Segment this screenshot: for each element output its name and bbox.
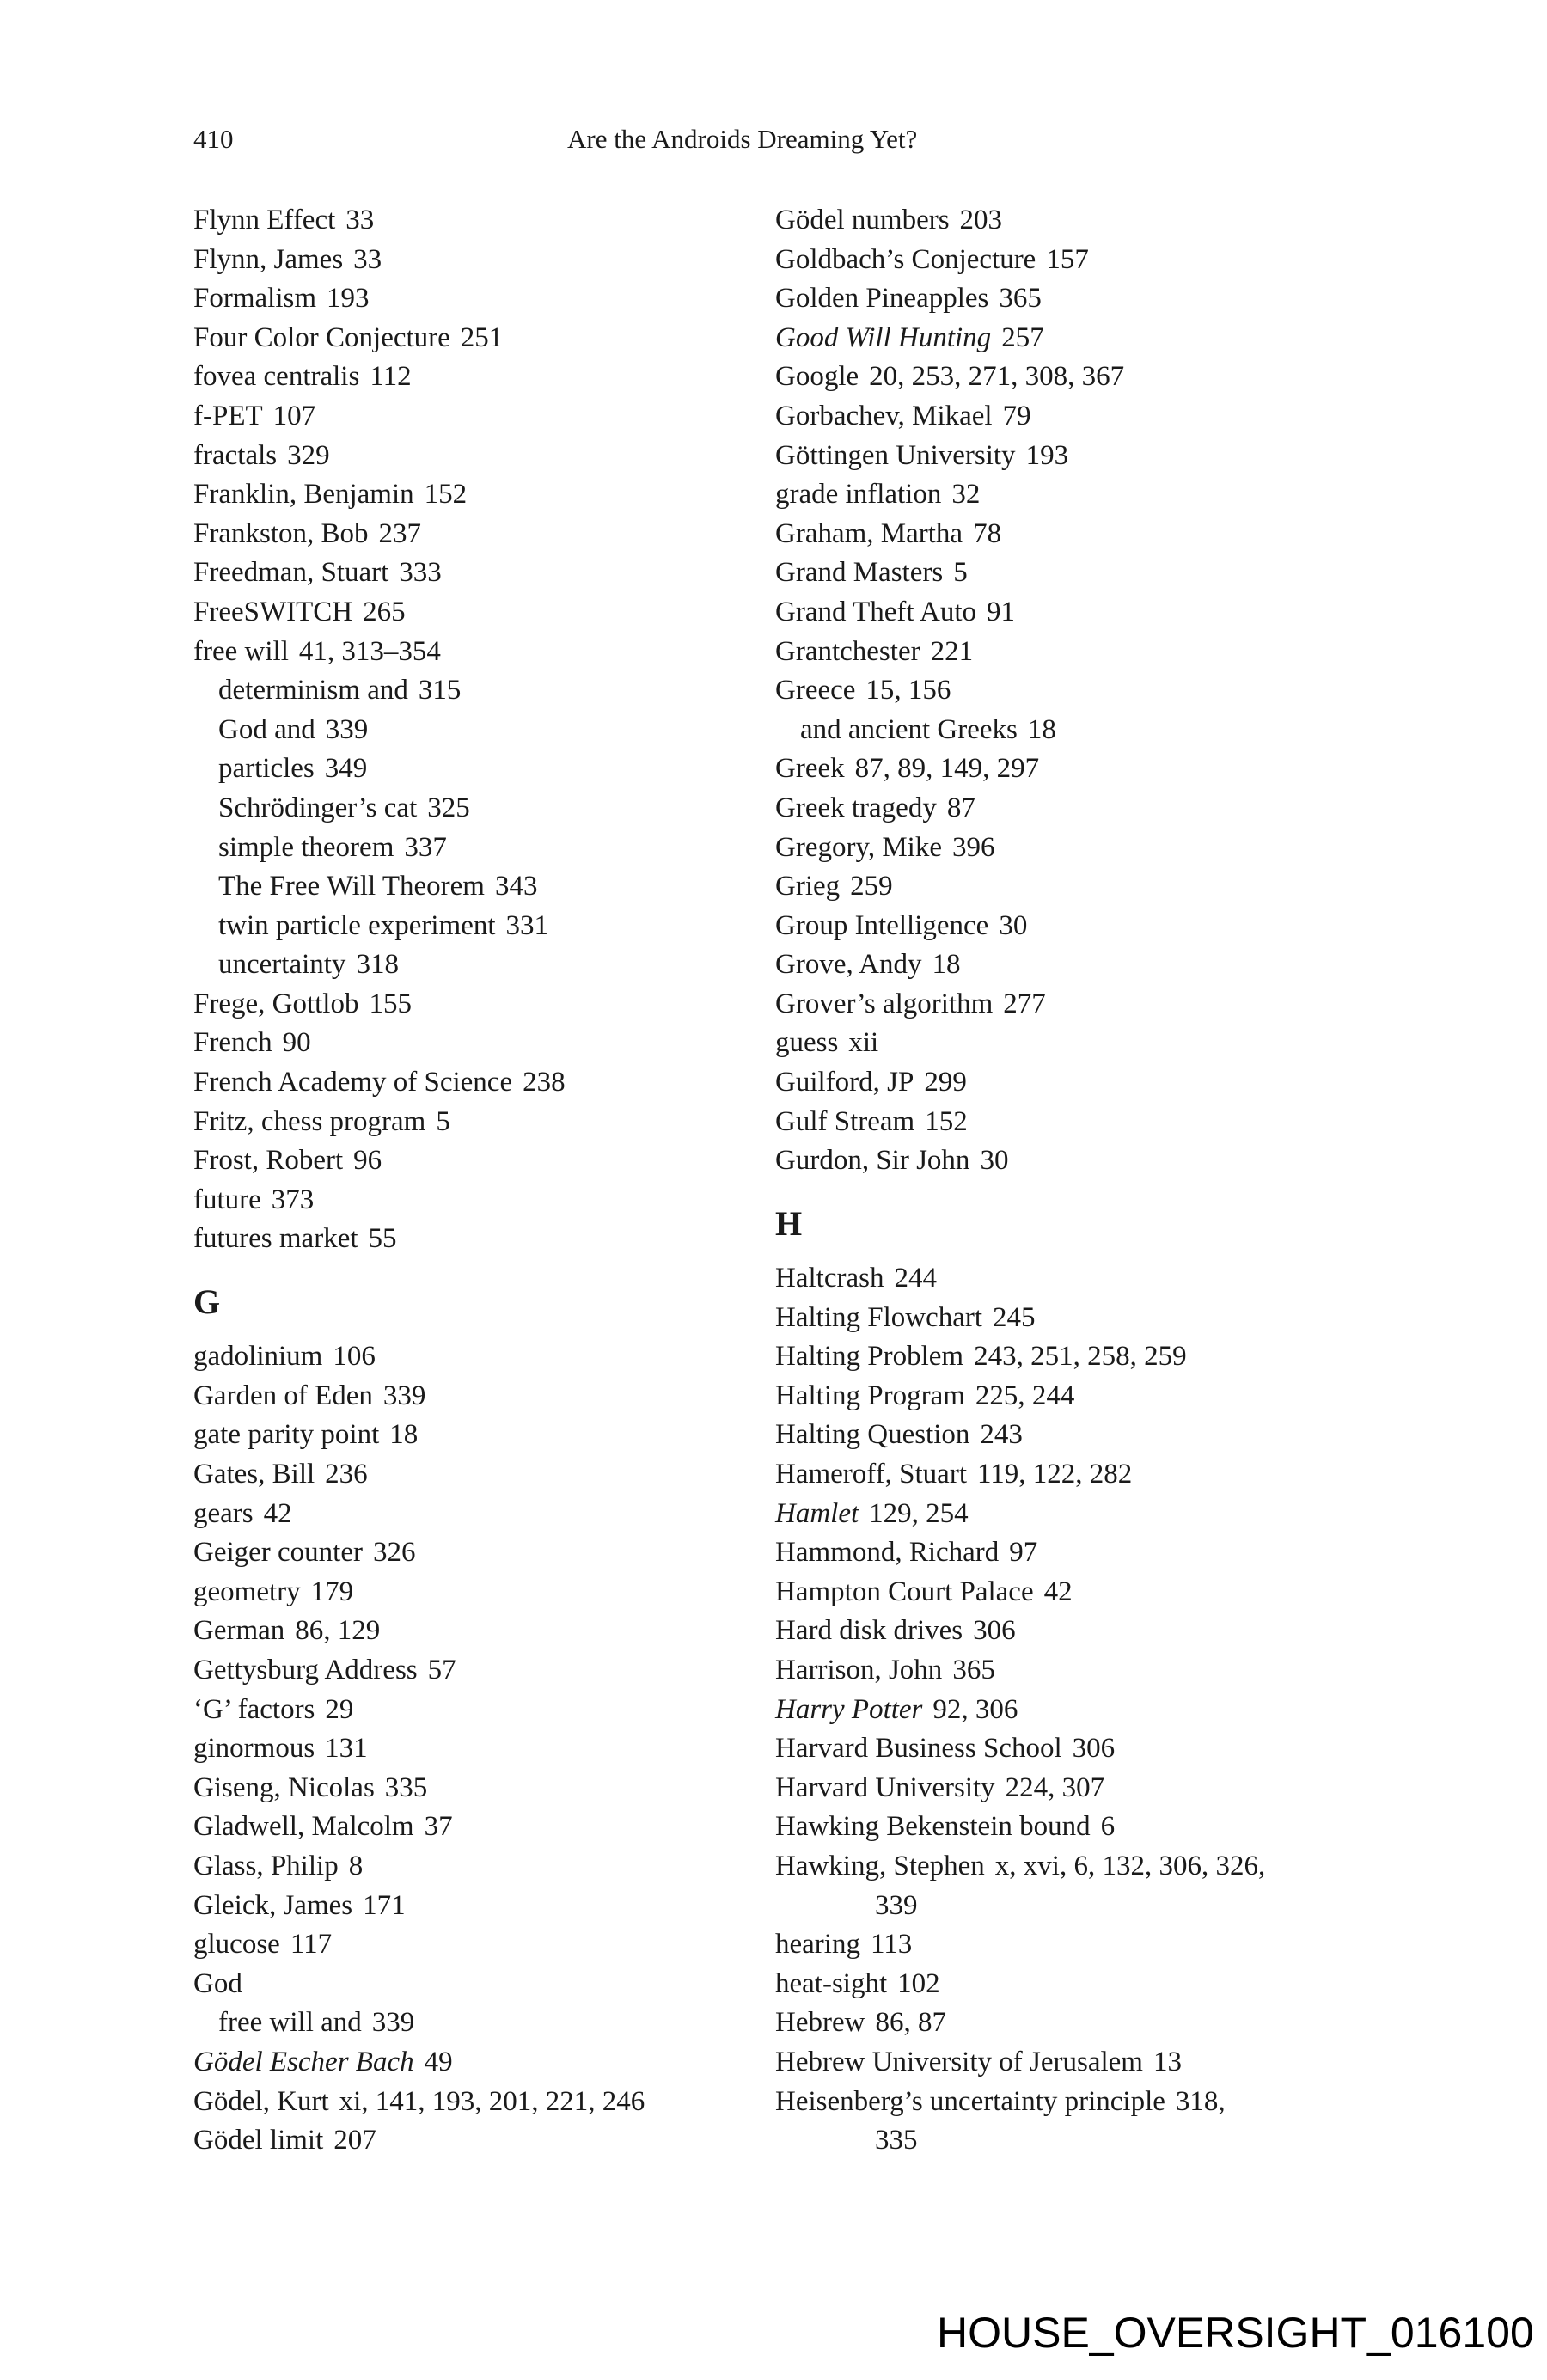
entry-pages: 343 [494, 871, 538, 902]
index-entry [775, 907, 1480, 946]
entry-term: Gladwell, Malcolm [193, 1811, 414, 1843]
entry-pages: 33 [345, 205, 375, 236]
index-entry [775, 2083, 1480, 2122]
index-entry [775, 1769, 1480, 1808]
entry-pages: 37 [424, 1811, 453, 1843]
entry-pages: 112 [370, 361, 412, 393]
entry-term: FreeSWITCH [193, 596, 353, 627]
entry-term: Gödel, Kurt [193, 2085, 329, 2117]
entry-pages: 318 [356, 949, 399, 981]
entry-term: Grover’s algorithm [775, 988, 994, 1019]
entry-term: Grand Theft Auto [775, 596, 977, 627]
entry-pages: 131 [325, 1733, 368, 1765]
index-entry [775, 437, 1480, 476]
entry-term: Freedman, Stuart [193, 557, 389, 589]
index-entry [775, 1651, 1480, 1691]
entry-pages: 325 [427, 792, 470, 823]
entry-pages: 225, 244 [975, 1380, 1075, 1411]
entry-pages: 86, 87 [875, 2007, 946, 2039]
entry-pages: 78 [973, 517, 1002, 549]
entry-term: Garden of Eden [193, 1380, 373, 1411]
entry-pages: 102 [897, 1967, 940, 1999]
entry-pages: 119, 122, 282 [977, 1459, 1133, 1490]
entry-term: gate parity point [193, 1419, 380, 1451]
entry-term: particles [218, 753, 315, 785]
entry-pages: 349 [324, 753, 368, 785]
entry-pages: 152 [925, 1105, 968, 1137]
entry-term: Gödel limit [193, 2125, 324, 2157]
index-entry [775, 515, 1480, 554]
entry-pages: 315 [418, 675, 462, 707]
index-entry [775, 985, 1480, 1025]
entry-pages: 15, 156 [865, 675, 951, 707]
entry-term: Gettysburg Address [193, 1654, 418, 1686]
entry-pages: 333 [399, 557, 442, 589]
entry-term: Hamlet [775, 1497, 859, 1529]
index-entry [775, 1729, 1480, 1769]
entry-term: Schrödinger’s cat [218, 792, 418, 823]
entry-pages: 243, 251, 258, 259 [974, 1341, 1187, 1373]
index-entry [775, 279, 1480, 319]
entry-pages: 326 [373, 1537, 416, 1569]
entry-term: Hammond, Richard [775, 1537, 1000, 1569]
index-entry [775, 1103, 1480, 1142]
section-letter: G [193, 1282, 221, 1322]
entry-term: Hampton Court Palace [775, 1575, 1034, 1607]
entry-pages: 97 [1009, 1537, 1038, 1569]
entry-pages: x, xvi, 6, 132, 306, 326, [994, 1850, 1266, 1881]
entry-term: Frost, Robert [193, 1145, 344, 1177]
entry-term: Harrison, John [775, 1654, 943, 1686]
entry-pages: 18 [1027, 713, 1056, 745]
index-subentry [775, 711, 1480, 750]
entry-term: Hard disk drives [775, 1615, 963, 1647]
index-entry [775, 829, 1480, 868]
entry-term: guess [775, 1027, 839, 1059]
index-entry [775, 593, 1480, 633]
index-column-right [775, 201, 1480, 2161]
entry-term: simple theorem [218, 831, 394, 863]
entry-term: Göttingen University [775, 439, 1016, 471]
entry-term: ‘G’ factors [193, 1693, 315, 1725]
index-entry [775, 1377, 1480, 1416]
index-entry [775, 867, 1480, 907]
entry-term: Gurdon, Sir John [775, 1145, 970, 1177]
entry-pages: 365 [999, 283, 1042, 315]
entry-term: Flynn, James [193, 243, 344, 275]
index-entry [775, 1847, 1480, 1887]
entry-term: Harry Potter [775, 1693, 923, 1725]
entry-term: Hawking Bekenstein bound [775, 1811, 1091, 1843]
section-letter: H [775, 1203, 803, 1243]
index-entry-continuation: 335 [875, 2125, 918, 2157]
index-entry [775, 1259, 1480, 1299]
entry-pages: 244 [894, 1263, 937, 1294]
entry-pages: 5 [953, 557, 968, 589]
entry-term: Haltcrash [775, 1263, 884, 1294]
entry-term: and ancient Greeks [800, 713, 1018, 745]
page-number: 410 [193, 124, 234, 154]
entry-term: Flynn Effect [193, 205, 336, 236]
entry-pages: 5 [436, 1105, 450, 1137]
entry-pages: 49 [424, 2046, 453, 2077]
entry-pages: 55 [368, 1223, 397, 1255]
entry-term: gadolinium [193, 1341, 323, 1373]
entry-term: hearing [775, 1929, 860, 1961]
entry-pages: 18 [389, 1419, 419, 1451]
entry-pages: 193 [327, 283, 370, 315]
entry-term: Gulf Stream [775, 1105, 915, 1137]
entry-pages: 221 [930, 635, 974, 667]
entry-pages: 224, 307 [1005, 1771, 1105, 1803]
entry-pages: 203 [959, 205, 1003, 236]
entry-term: Guilford, JP [775, 1067, 914, 1098]
index-entry [775, 1573, 1480, 1612]
entry-pages: 117 [290, 1929, 333, 1961]
entry-pages: 337 [404, 831, 447, 863]
entry-pages: 42 [1043, 1575, 1073, 1607]
entry-term: grade inflation [775, 479, 942, 511]
index-entry [775, 319, 1480, 358]
entry-term: Greece [775, 675, 856, 707]
entry-term: Halting Flowchart [775, 1301, 983, 1333]
entry-pages: 265 [363, 596, 406, 627]
entry-pages: 259 [850, 871, 893, 902]
index-entry [775, 475, 1480, 515]
entry-pages: 20, 253, 271, 308, 367 [869, 361, 1125, 393]
index-entry [775, 554, 1480, 593]
index-entry [775, 1691, 1480, 1730]
entry-pages: 96 [353, 1145, 382, 1177]
entry-term: Grantchester [775, 635, 920, 667]
entry-term: Gleick, James [193, 1889, 353, 1921]
entry-pages: 193 [1025, 439, 1069, 471]
entry-term: Halting Question [775, 1419, 970, 1451]
entry-term: Gorbachev, Mikael [775, 400, 993, 431]
entry-term: Frankston, Bob [193, 517, 369, 549]
entry-term: Greek [775, 753, 845, 785]
entry-term: Harvard University [775, 1771, 995, 1803]
entry-term: future [193, 1184, 261, 1215]
entry-pages: 171 [363, 1889, 406, 1921]
index-entry [775, 1612, 1480, 1651]
entry-term: Glass, Philip [193, 1850, 339, 1881]
entry-term: Hebrew University of Jerusalem [775, 2046, 1143, 2077]
entry-pages: 236 [325, 1459, 368, 1490]
entry-term: fractals [193, 439, 278, 471]
entry-pages: 30 [999, 909, 1028, 941]
entry-pages: xi, 141, 193, 201, 221, 246 [339, 2085, 645, 2117]
entry-term: Gödel numbers [775, 205, 950, 236]
entry-term: free will [193, 635, 289, 667]
entry-term: Gates, Bill [193, 1459, 315, 1490]
index-entry [775, 1533, 1480, 1573]
entry-term: Halting Problem [775, 1341, 964, 1373]
entry-pages: 335 [384, 1771, 428, 1803]
entry-pages: 396 [951, 831, 995, 863]
entry-term: Gödel Escher Bach [193, 2046, 414, 2077]
entry-term: Grieg [775, 871, 841, 902]
index-entry [775, 1416, 1480, 1455]
entry-pages: 339 [371, 2007, 415, 2039]
index-entry [775, 1808, 1480, 1847]
entry-term: God [193, 1967, 242, 1999]
entry-term: Good Will Hunting [775, 321, 992, 353]
index-entry [775, 241, 1480, 280]
entry-pages: 18 [932, 949, 961, 981]
entry-pages: 237 [378, 517, 422, 549]
entry-pages: 90 [282, 1027, 311, 1059]
entry-term: Group Intelligence [775, 909, 989, 941]
entry-term: German [193, 1615, 285, 1647]
entry-pages: xii [848, 1027, 879, 1059]
entry-term: Grand Masters [775, 557, 944, 589]
entry-term: f-PET [193, 400, 263, 431]
entry-term: Gregory, Mike [775, 831, 942, 863]
entry-pages: 129, 254 [869, 1497, 969, 1529]
entry-pages: 318, [1175, 2085, 1226, 2117]
index-entry [775, 1965, 1480, 2004]
entry-pages: 33 [353, 243, 382, 275]
entry-term: twin particle experiment [218, 909, 496, 941]
index-entry [775, 1141, 1480, 1181]
index-entry [775, 1063, 1480, 1103]
entry-term: Formalism [193, 283, 317, 315]
entry-pages: 107 [272, 400, 316, 431]
entry-pages: 299 [924, 1067, 967, 1098]
entry-term: determinism and [218, 675, 408, 707]
entry-term: Franklin, Benjamin [193, 479, 414, 511]
index-entry [775, 749, 1480, 789]
entry-term: French [193, 1027, 272, 1059]
index-entry [775, 397, 1480, 437]
entry-term: Google [775, 361, 859, 393]
entry-term: Golden Pineapples [775, 283, 989, 315]
entry-pages: 30 [980, 1145, 1009, 1177]
entry-pages: 331 [505, 909, 549, 941]
entry-term: The Free Will Theorem [218, 871, 485, 902]
entry-pages: 238 [523, 1067, 566, 1098]
index-entry [775, 2043, 1480, 2083]
entry-term: Fritz, chess program [193, 1105, 426, 1137]
entry-term: Graham, Martha [775, 517, 963, 549]
entry-pages: 32 [951, 479, 981, 511]
entry-pages: 339 [382, 1380, 426, 1411]
entry-pages: 306 [1072, 1733, 1116, 1765]
entry-pages: 306 [973, 1615, 1016, 1647]
index-entry [775, 358, 1480, 397]
entry-pages: 251 [460, 321, 504, 353]
index-entry [775, 201, 1480, 241]
entry-pages: 152 [424, 479, 468, 511]
bates-stamp: HOUSE_OVERSIGHT_016100 [937, 2309, 1534, 2357]
entry-term: French Academy of Science [193, 1067, 513, 1098]
entry-pages: 41, 313–354 [298, 635, 441, 667]
index-entry [775, 671, 1480, 711]
entry-pages: 29 [325, 1693, 354, 1725]
index-entry [775, 633, 1480, 672]
entry-pages: 6 [1100, 1811, 1116, 1843]
entry-pages: 42 [263, 1497, 292, 1529]
entry-pages: 79 [1002, 400, 1031, 431]
running-title: Are the Androids Dreaming Yet? [567, 124, 918, 154]
entry-pages: 92, 306 [932, 1693, 1018, 1725]
entry-pages: 157 [1046, 243, 1089, 275]
index-entry [775, 1024, 1480, 1063]
entry-pages: 179 [310, 1575, 354, 1607]
entry-term: Grove, Andy [775, 949, 922, 981]
index-entry [775, 945, 1480, 985]
entry-pages: 87 [946, 792, 975, 823]
index-entry [775, 1925, 1480, 1965]
entry-pages: 245 [993, 1301, 1036, 1333]
entry-term: Harvard Business School [775, 1733, 1062, 1765]
entry-pages: 207 [333, 2125, 376, 2157]
entry-term: geometry [193, 1575, 301, 1607]
entry-pages: 8 [348, 1850, 364, 1881]
entry-pages: 373 [271, 1184, 315, 1215]
entry-term: free will and [218, 2007, 362, 2039]
entry-term: Four Color Conjecture [193, 321, 450, 353]
entry-term: Frege, Gottlob [193, 988, 359, 1019]
entry-pages: 106 [333, 1341, 376, 1373]
entry-term: fovea centralis [193, 361, 360, 393]
index-entry [775, 1299, 1480, 1338]
index-entry [775, 1455, 1480, 1495]
entry-pages: 86, 129 [295, 1615, 381, 1647]
entry-term: Geiger counter [193, 1537, 363, 1569]
entry-term: futures market [193, 1223, 358, 1255]
entry-term: Giseng, Nicolas [193, 1771, 375, 1803]
entry-pages: 243 [980, 1419, 1023, 1451]
entry-pages: 277 [1003, 988, 1046, 1019]
index-entry [775, 1495, 1480, 1534]
entry-pages: 339 [325, 713, 369, 745]
entry-pages: 91 [987, 596, 1016, 627]
entry-pages: 87, 89, 149, 297 [854, 753, 1040, 785]
index-entry [775, 2004, 1480, 2043]
entry-pages: 329 [287, 439, 330, 471]
entry-pages: 257 [1001, 321, 1044, 353]
entry-term: glucose [193, 1929, 280, 1961]
entry-term: ginormous [193, 1733, 315, 1765]
entry-term: Goldbach’s Conjecture [775, 243, 1036, 275]
entry-term: Hameroff, Stuart [775, 1459, 967, 1490]
entry-pages: 365 [952, 1654, 995, 1686]
entry-term: gears [193, 1497, 254, 1529]
entry-term: Halting Program [775, 1380, 965, 1411]
entry-term: uncertainty [218, 949, 346, 981]
entry-term: heat-sight [775, 1967, 888, 1999]
index-entry-continuation: 339 [875, 1889, 918, 1921]
entry-pages: 113 [870, 1929, 913, 1961]
entry-pages: 13 [1153, 2046, 1182, 2077]
entry-term: Hawking, Stephen [775, 1850, 985, 1881]
entry-term: Greek tragedy [775, 792, 937, 823]
index-entry [775, 789, 1480, 829]
entry-term: God and [218, 713, 315, 745]
entry-pages: 155 [369, 988, 412, 1019]
entry-term: Heisenberg’s uncertainty principle [775, 2085, 1165, 2117]
index-entry [775, 1337, 1480, 1377]
entry-term: Hebrew [775, 2007, 865, 2039]
entry-pages: 57 [427, 1654, 456, 1686]
